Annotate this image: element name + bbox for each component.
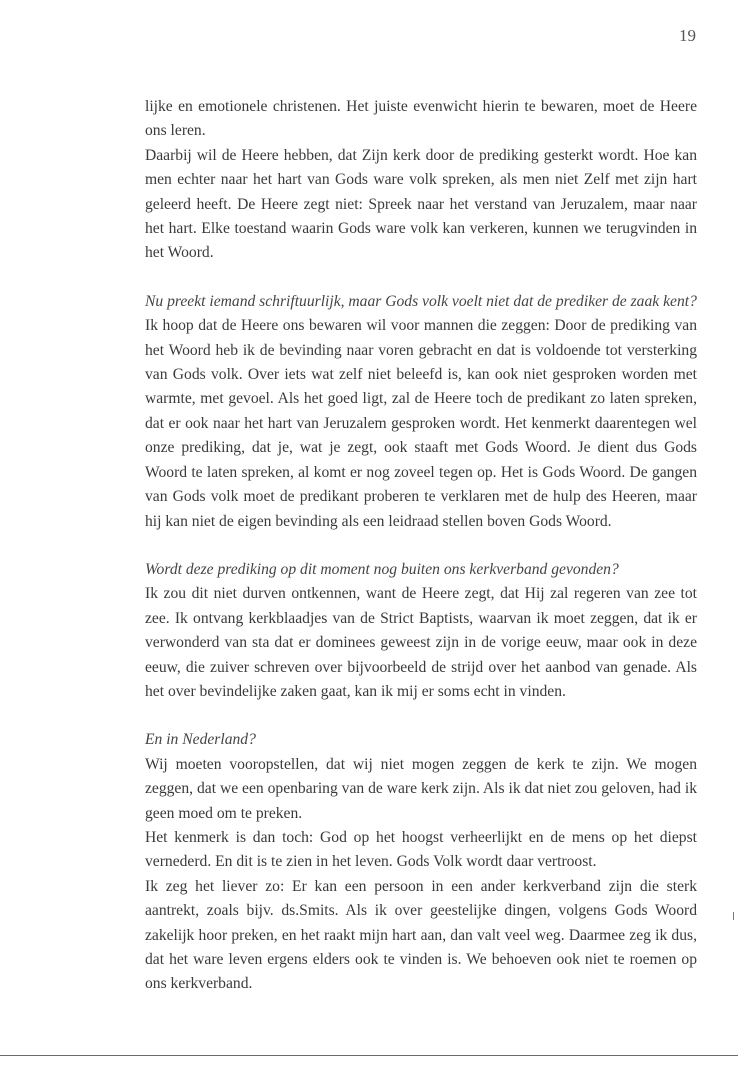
- interview-answer: Ik zou dit niet durven ontkennen, want de Heere zegt, dat Hij zal regeren van zee tot zee. Ik ontvang kerkblaadjes van de Strict Baptists, waarvan ik moet zeggen, dat ik er verwonderd van sta dat er dominees geweest zijn in de vorige eeuw, maar ook in deze eeuw, die zuiver schreven over bijvoorbeeld de strijd over het aanbod van genade. Als het over bevindelijke zaken gaat, kan ik mij er soms echt in vinden.: [145, 585, 697, 700]
- interview-answer: Wij moeten vooropstellen, dat wij niet mogen zeggen de kerk te zijn. We mogen zeggen, dat we een openbaring van de ware kerk zijn. Als ik dat niet zou geloven, had ik geen moed om te preken.: [145, 755, 697, 822]
- scan-edge-mark: [733, 912, 734, 920]
- interview-question: En in Nederland?: [145, 731, 256, 749]
- section-gap: [145, 704, 697, 728]
- interview-question: Nu preekt iemand schriftuurlijk, maar Gods volk voelt niet dat de prediker de zaak kent?: [145, 292, 697, 310]
- interview-question: Wordt deze prediking op dit moment nog buiten ons kerkverband gevonden?: [145, 560, 619, 578]
- section-gap: [145, 534, 697, 558]
- interview-answer: Ik zeg het liever zo: Er kan een persoon in een ander kerkverband zijn die sterk aantrekt, zoals bijv. ds.Smits. Als ik over geestelijke dingen, volgens Gods Woord zakelijk hoor preken, en het raakt mijn hart aan, dan valt veel weg. Daarmee zeg ik dus, dat het ware leven ergens elders ook te vinden is. We behoeven ook niet te roemen op ons kerkverband.: [145, 877, 697, 993]
- interview-answer: Het kenmerk is dan toch: God op het hoogst verheerlijkt en de mens op het diepst vernederd. En dit is te zien in het leven. Gods Volk wordt daar vertroost.: [145, 828, 697, 871]
- page-number: 19: [679, 26, 696, 45]
- intro-paragraph: lijke en emotionele christenen. Het juiste evenwicht hierin te bewaren, moet de Heere ons leren.: [145, 98, 697, 140]
- interview-answer: Ik hoop dat de Heere ons bewaren wil voor mannen die zeggen: Door de prediking van het Woord heb ik de bevinding naar voren gebracht en dat is voldoende tot versterking van Gods volk. Over iets wat zelf niet beleefd is, kan ook niet gesproken worden met warmte, met gevoel. Als het goed ligt, zal de Heere toch de predikant zo laten spreken, dat er ook naar het hart van Jeruzalem gesproken wordt. Het kenmerkt daarentegen wel onze prediking, dat je, wat je zegt, ook staaft met Gods Woord. Je dient dus Gods Woord te laten spreken, al komt er nog zoveel tegen op. Het is Gods Woord. De gangen van Gods volk moet de predikant proberen te verklaren met de hulp des Heeren, maar hij kan niet de eigen bevinding als een leidraad stellen boven Gods Woord.: [145, 317, 697, 530]
- section-gap: [145, 266, 697, 290]
- bottom-rule: [0, 1055, 738, 1056]
- page-body: [145, 95, 697, 997]
- intro-paragraph: Daarbij wil de Heere hebben, dat Zijn kerk door de prediking gesterkt wordt. Hoe kan men echter naar het hart van Gods ware volk spreken, als men niet Zelf met zijn hart geleerd heeft. De Heere zegt niet: Spreek naar het verstand van Jeruzalem, maar naar het hart. Elke toestand waarin Gods ware volk kan verkeren, kunnen we terugvinden in het Woord.: [145, 146, 697, 262]
